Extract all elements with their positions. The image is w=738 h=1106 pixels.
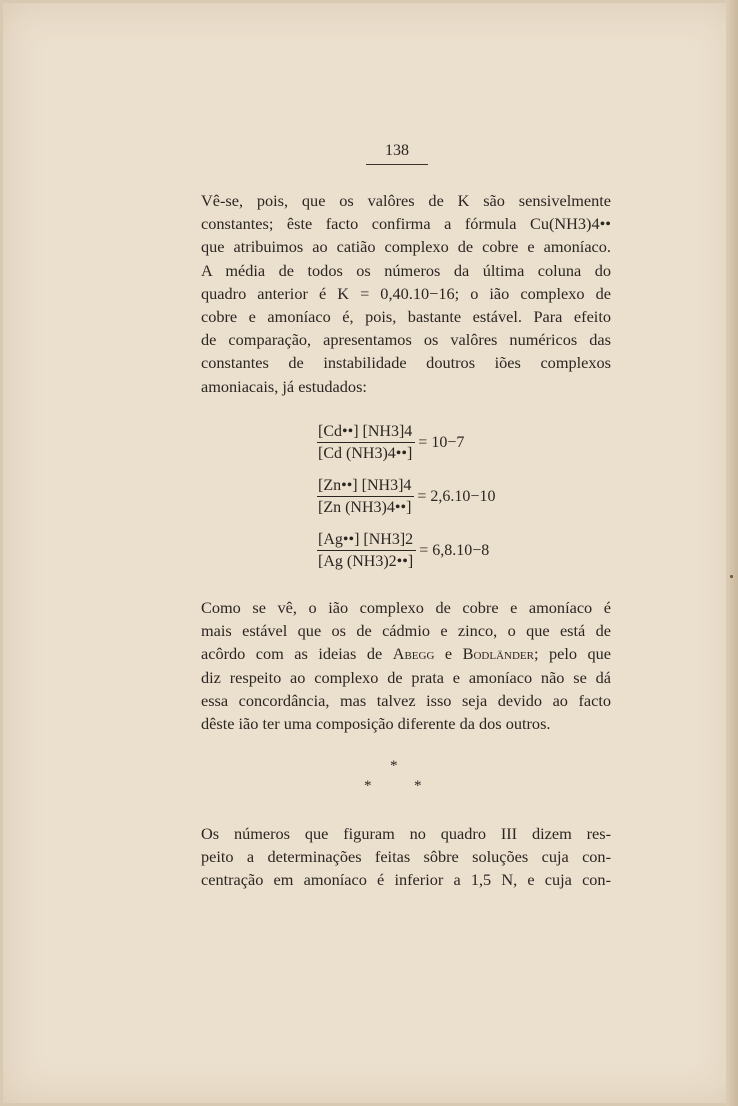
text-line: A média de todos os números da última coluna do [201,260,611,280]
equation-value: = 6,8.10−8 [419,542,490,559]
asterism-divider [340,758,450,798]
asterisk-mark: * [414,778,422,794]
text-line: cobre e amoníaco é, pois, bastante estável. Para efeito [201,307,611,327]
fraction [317,423,415,463]
equation-cadmium [317,423,464,463]
text-line: essa concordância, mas talvez isso seja devido ao facto [201,690,611,710]
text-fragment: acôrdo com as ideias de [201,644,393,664]
text-line: Vê-se, pois, que os valôres de K são sensivelmente [201,191,611,210]
asterisk-mark: * [364,778,372,794]
equation-value: = 10−7 [418,434,465,451]
author-name: Abegg [392,644,435,664]
text-line [181,642,611,665]
fraction-numerator: [Ag••] [NH3]2 [317,531,416,551]
equation-value: = 2,6.10−10 [417,488,496,505]
text-line: dêste ião ter uma composição diferente da dos outros. [201,714,551,734]
fraction [317,531,416,571]
text-line: diz respeito ao complexo de prata e amoníaco não se dá [201,667,611,687]
text-line: quadro anterior é K = 0,40.10−16; o ião complexo de [201,283,611,303]
fraction [317,477,414,517]
text-fragment: ; pelo que [533,644,612,664]
page-edge [726,0,738,1106]
text-line: de comparação, apresentamos os valôres numéricos das [201,330,611,350]
fraction-denominator: [Ag (NH3)2••] [318,553,414,570]
equation-zinc [317,477,495,517]
equation-silver [317,531,489,571]
fraction-denominator: [Cd (NH3)4••] [318,445,413,462]
fraction-numerator: [Cd••] [NH3]4 [317,423,415,443]
text-line: centração em amoníaco é inferior a 1,5 N, e cuja con- [201,870,611,890]
paragraph-comparison [181,596,611,735]
text-fragment: e [434,644,463,664]
page-number: 138 [366,142,428,165]
text-line: Como se vê, o ião complexo de cobre e amoníaco é [201,598,611,617]
text-line: amoniacais, já estudados: [201,376,367,396]
text-line: que atribuimos ao catião complexo de cobre e amoníaco. [201,237,611,257]
paragraph-table-three [181,822,611,892]
text-line: peito a determinações feitas sôbre soluções cuja con- [201,847,611,867]
text-line: Os números que figuram no quadro III dizem res- [201,824,611,843]
paper-speck [730,575,733,578]
paragraph-instability-constants [181,189,611,398]
author-name: Bodländer [462,644,534,664]
fraction-denominator: [Zn (NH3)4••] [318,499,412,516]
text-line: constantes; êste facto confirma a fórmula Cu(NH3)4•• [201,214,611,234]
asterisk-mark: * [390,758,398,774]
fraction-numerator: [Zn••] [NH3]4 [317,477,414,497]
text-line: constantes de instabilidade doutros iões complexos [201,353,611,373]
text-line: mais estável que os de cádmio e zinco, o que está de [201,621,611,641]
